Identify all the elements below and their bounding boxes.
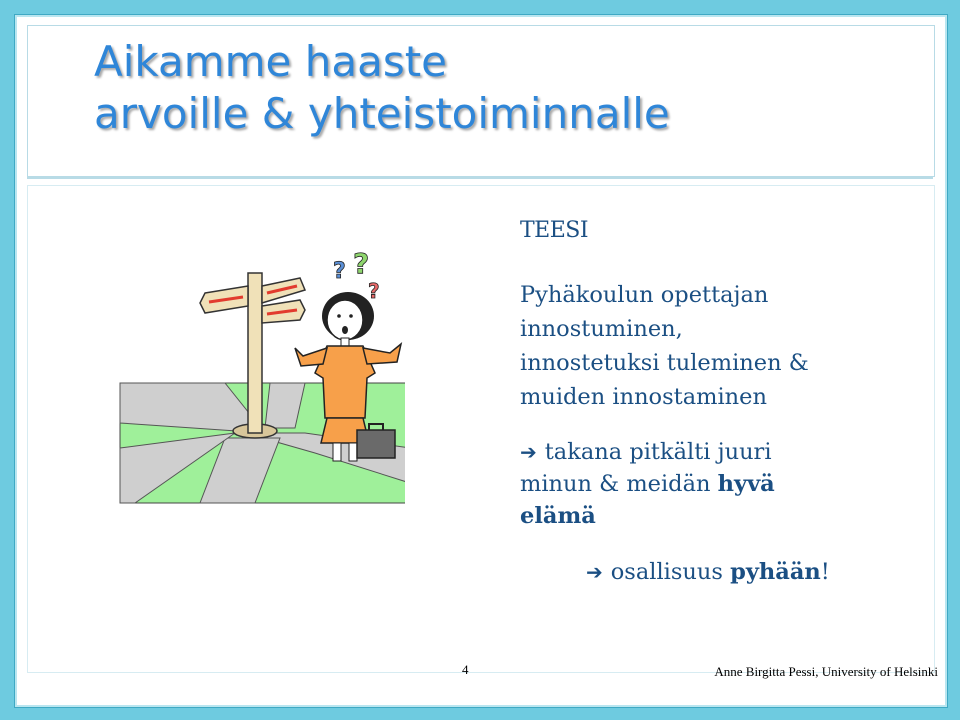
point1-bold2: elämä [520, 503, 596, 529]
question-mark-icon: ? [368, 279, 380, 303]
point-participation [586, 556, 916, 588]
thesis-paragraph [520, 278, 900, 414]
point1-part1: takana pitkälti juuri [544, 439, 772, 465]
signpost-pole [248, 273, 262, 433]
woman-leg [333, 443, 341, 461]
paragraph-line-3: innostetuksi tuleminen & [520, 350, 809, 376]
briefcase-icon [357, 430, 395, 458]
paragraph-line-1: Pyhäkoulun opettajan [520, 282, 769, 308]
point1-part2: minun & meidän [520, 471, 711, 497]
woman-arm-right [363, 344, 401, 364]
question-mark-icon: ? [353, 248, 370, 280]
point2-tail: ! [820, 559, 830, 585]
paragraph-line-4: muiden innostaminen [520, 384, 767, 410]
title-area [27, 25, 935, 177]
footer-author: Anne Birgitta Pessi, University of Helsinki [714, 664, 938, 679]
right-arrow-icon: ➔ [586, 560, 603, 584]
woman-eye [337, 314, 341, 318]
slide-title [94, 36, 670, 140]
point-good-life [520, 436, 900, 532]
woman-arm-left [295, 348, 327, 366]
right-arrow-icon: ➔ [520, 440, 537, 464]
point2-part1: osallisuus [610, 559, 723, 585]
title-line-1: Aikamme haaste [94, 37, 448, 86]
point1-bold1: hyvä [717, 471, 775, 497]
title-divider [27, 177, 933, 179]
page-number: 4 [462, 662, 469, 677]
woman-neck [341, 338, 349, 346]
title-line-2: arvoille & yhteistoiminnalle [94, 89, 670, 138]
point2-bold: pyhään [730, 559, 821, 585]
crossroads-illustration [105, 248, 405, 508]
woman-mouth [342, 326, 348, 334]
woman-eye [349, 314, 353, 318]
paragraph-line-2: innostuminen, [520, 316, 683, 342]
question-mark-icon: ? [333, 259, 346, 284]
woman-leg [349, 443, 357, 461]
thesis-heading: TEESI [520, 218, 589, 243]
